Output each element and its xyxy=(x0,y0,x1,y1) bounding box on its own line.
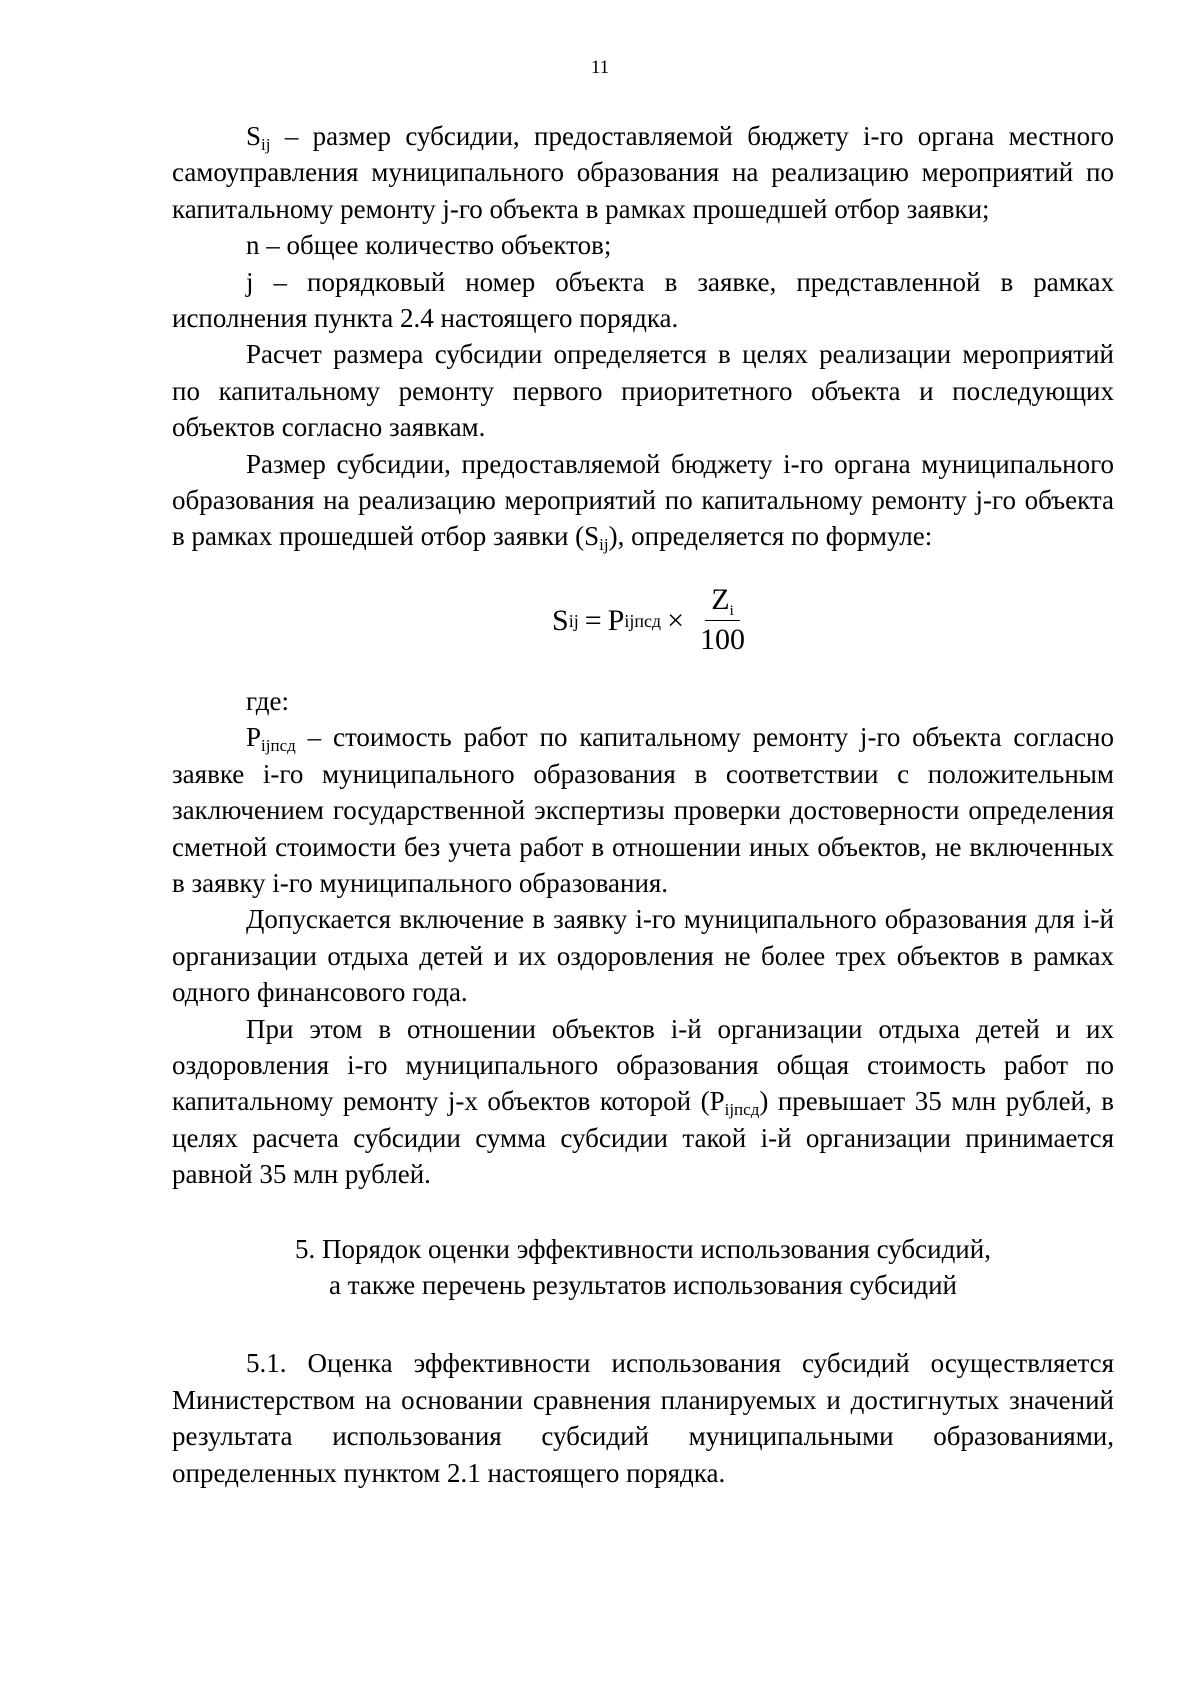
paragraph-limit-subscript: ijпсд xyxy=(724,1100,760,1120)
paragraph-subsidy-size-subscript: ij xyxy=(599,535,609,555)
definition-s-ij xyxy=(172,118,1114,227)
symbol-s: S xyxy=(246,121,262,151)
paragraph-limit xyxy=(172,1011,1114,1193)
subsidy-formula xyxy=(172,573,1114,669)
formula-equals: = xyxy=(584,603,602,637)
paragraph-allowance: Допускается включение в заявку i-го муниципального образования для i-й организации отдыха детей и их оздоровления не более трех объектов в рамках одного финансового года. xyxy=(172,904,1114,1008)
section-heading-line-2: а также перечень результатов использования субсидий xyxy=(328,1269,957,1300)
paragraph-limit-text: При этом в отношении объектов i-й организации отдыха детей и их оздоровления i-го муниципального образования общая стоимость работ по капитальному ремонту j-х объектов которой (P xyxy=(172,1013,1114,1117)
formula-numerator xyxy=(705,582,740,621)
page-number: 11 xyxy=(590,57,610,78)
definition-p-ijpsd xyxy=(172,719,1114,901)
formula-numerator-symbol: Z xyxy=(711,583,730,617)
paragraph-subsidy-size-text: Размер субсидии, предоставляемой бюджету i-го органа муниципального образования на реализацию мероприятий по капитальному ремонту j-го объекта в рамках прошедшей отбор заявки (S xyxy=(172,448,1114,552)
symbol-p-subscript: ijпсд xyxy=(261,736,296,756)
definition-n: n – общее количество объектов; xyxy=(246,230,612,261)
formula-numerator-subscript: i xyxy=(729,603,734,620)
paragraph-calculation: Расчет размера субсидии определяется в целях реализации мероприятий по капитальному ремонту первого приоритетного объекта и последующих объектов согласно заявкам. xyxy=(172,339,1114,443)
section-heading-line-1: 5. Порядок оценки эффективности использования субсидий, xyxy=(295,1233,991,1264)
formula-p: P xyxy=(607,603,625,637)
formula-times: × xyxy=(667,603,685,637)
document-body xyxy=(172,118,1114,1491)
symbol-p: P xyxy=(246,722,262,753)
symbol-s-subscript: ij xyxy=(261,135,271,154)
paragraph-subsidy-size-text-end: ), определяется по формуле: xyxy=(608,521,933,552)
where-label: где: xyxy=(246,685,289,716)
section-heading xyxy=(172,1231,1114,1304)
formula-expression: S ij = P ijпсд × $\frac{Z_i}{100}$ xyxy=(552,573,751,669)
definition-s-text: – размер субсидии, предоставляемой бюджету i-го органа местного самоуправления муниципального образования на реализацию мероприятий по капитальному ремонту j-го объекта в рамках прошедшей отбор заявки; xyxy=(172,121,1114,224)
formula-lhs: S xyxy=(552,603,569,637)
definition-j: j – порядковый номер объекта в заявке, представленной в рамках исполнения пункта 2.4 настоящего порядка. xyxy=(172,266,1114,334)
definition-p-text: – стоимость работ по капитальному ремонту j-го объекта согласно заявке i-го муниципального образования в соответствии с положительным заключением государственной экспертизы проверки достоверности определения сметной стоимости без учета работ в отношении иных объектов, не включенных в заявку i-го муниципального образования. xyxy=(172,722,1114,898)
paragraph-5-1: 5.1. Оценка эффективности использования субсидий осуществляется Министерством на основании сравнения планируемых и достигнутых значений результата использования субсидий муниципальными образованиями, определенных пунктом 2.1 настоящего порядка. xyxy=(172,1348,1114,1488)
paragraph-limit-text-end: ) превышает 35 млн рублей, в целях расчета субсидии сумма субсидии такой i-й организации принимается равной 35 млн рублей. xyxy=(172,1086,1114,1190)
paragraph-subsidy-size xyxy=(172,446,1114,555)
formula-fraction xyxy=(694,582,751,659)
formula-denominator: 100 xyxy=(700,623,746,657)
